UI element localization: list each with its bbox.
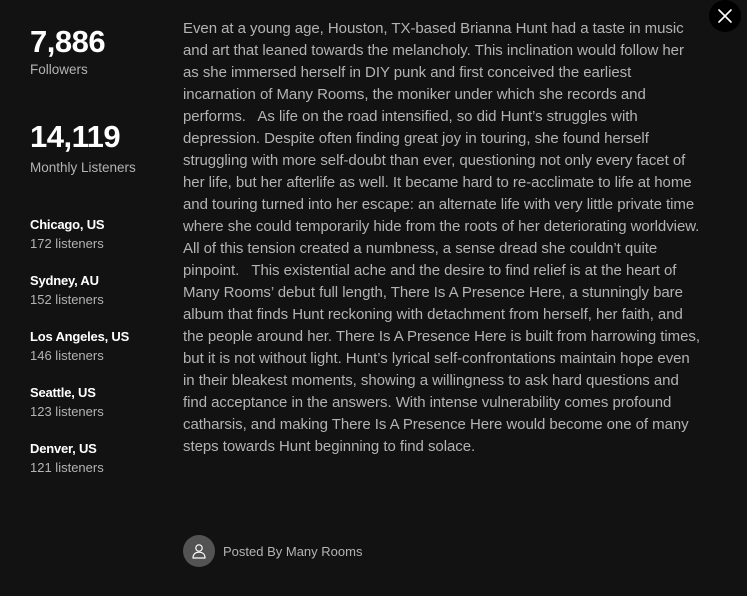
monthly-listeners-label: Monthly Listeners — [30, 160, 136, 175]
close-icon — [718, 9, 732, 23]
artist-biography: Even at a young age, Houston, TX-based Brianna Hunt had a taste in music and art that leaned towards the melancholy. This inclination would follow her as she immersed herself in DIY punk and first conceived the earliest incarnation of Many Rooms, the moniker under which she records and performs. As life on the road intensified, so did Hunt’s struggles with depression. Despite often finding great joy in touring, she found herself struggling with more self-doubt than ever, questioning not only every facet of her life, but her afterlife as well. It became hard to re-acclimate to life at home and touring turned into her escape: an alternate life with very little private time where she could temporarily hide from the roots of her deteriorating worldview. All of this tension created a numbness, a sense dread she couldn’t quite pinpoint. This existential ache and the desire to find relief is at the heart of Many Rooms’ debut full length, There Is A Presence Here, a stunningly bare album that finds Hunt reckoning with detachment from herself, her faith, and the people around her. There Is A Presence Here is built from harrowing times, but it is not without light. Hunt’s lyrical self-confrontations maintain hope even in their bleakest moments, showing a willingness to ask hard questions and find acceptance in the answers. With intense vulnerability comes profound catharsis, and making There Is A Presence Here would become one of many steps towards Hunt beginning to find solace. — [183, 20, 705, 455]
city-listeners: 121 listeners — [30, 460, 104, 475]
city-listeners: 152 listeners — [30, 292, 104, 307]
followers-label: Followers — [30, 62, 88, 77]
top-cities-list — [30, 217, 170, 497]
user-icon — [191, 543, 207, 559]
city-listeners: 172 listeners — [30, 236, 104, 251]
posted-by[interactable] — [183, 535, 362, 567]
city-name: Los Angeles, US — [30, 329, 130, 344]
city-name: Chicago, US — [30, 217, 105, 232]
avatar[interactable] — [183, 535, 215, 567]
monthly-listeners-stat — [30, 119, 170, 177]
posted-by-text[interactable]: Posted By Many Rooms — [223, 543, 363, 559]
followers-count: 7,886 — [30, 24, 106, 59]
city-item — [30, 441, 170, 497]
city-name: Seattle, US — [30, 385, 96, 400]
city-name: Sydney, AU — [30, 273, 99, 288]
city-listeners: 146 listeners — [30, 348, 104, 363]
city-item — [30, 385, 170, 441]
close-button[interactable] — [709, 0, 741, 32]
city-item — [30, 329, 170, 385]
city-item — [30, 217, 170, 273]
followers-stat — [30, 24, 170, 79]
city-name: Denver, US — [30, 441, 97, 456]
monthly-listeners-count: 14,119 — [30, 119, 121, 154]
artist-stats — [30, 24, 170, 497]
city-listeners: 123 listeners — [30, 404, 104, 419]
city-item — [30, 273, 170, 329]
